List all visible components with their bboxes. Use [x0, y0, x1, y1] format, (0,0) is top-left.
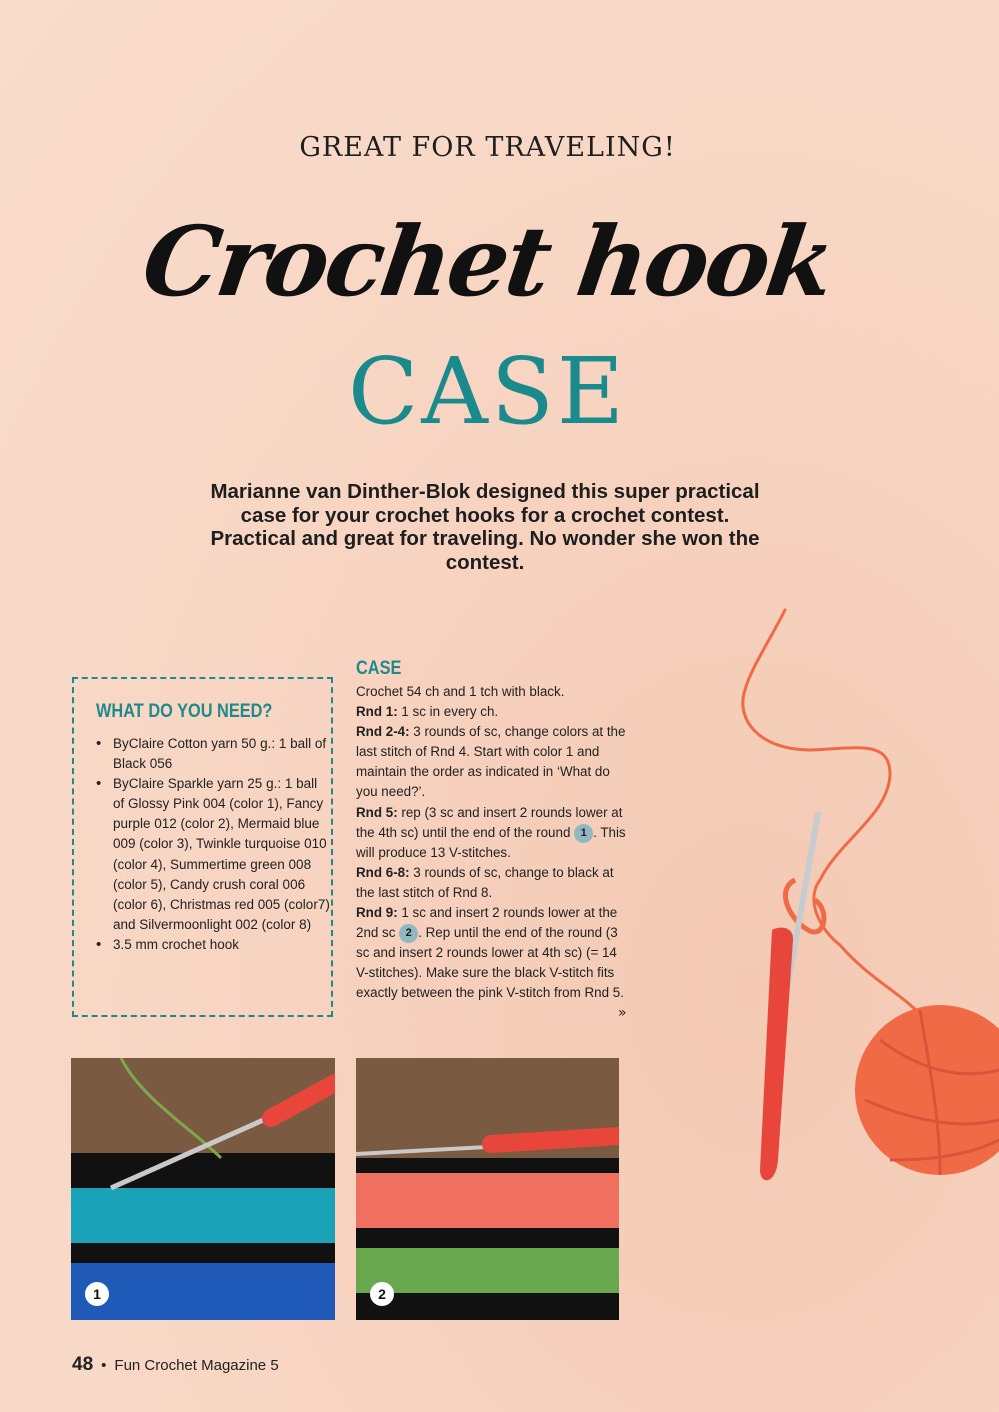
needs-item: • 3.5 mm crochet hook	[96, 935, 331, 955]
needs-heading: WHAT DO YOU NEED?	[96, 701, 273, 722]
step-photo-2	[356, 1058, 619, 1320]
crochet-hook-handle	[760, 928, 793, 1181]
page-number: 48	[72, 1354, 94, 1375]
case-heading: CASE	[356, 658, 402, 679]
step-photo-1	[71, 1058, 335, 1320]
footer-separator: •	[101, 1357, 107, 1374]
step-marker-2: 2	[399, 924, 418, 943]
case-instructions	[356, 682, 626, 1004]
intro-paragraph: Marianne van Dinther-Blok designed this super practical case for your crochet hooks for a crochet contest. Practical and great for traveling. No wonder she won the contest.	[210, 480, 760, 574]
rnd-label: Rnd 2-4:	[356, 724, 410, 740]
instruction-rnd-9: Rnd 9: 1 sc and insert 2 rounds lower at the 2nd sc 2 . Rep until the end of the round (3 sc and insert 2 rounds lower at 4th sc) (= 14 V-stitches). Make sure the black V-stitch fits exactly between the pink V-stitch from Rnd 5.	[356, 905, 624, 1001]
yarn-and-hook-illustration	[690, 600, 999, 1220]
photo-badge-2: 2	[370, 1282, 394, 1306]
instruction-rnd-6-8: Rnd 6-8: 3 rounds of sc, change to black at the last stitch of Rnd 8.	[356, 864, 614, 900]
photo-badge-1: 1	[85, 1282, 109, 1306]
yarn-strand	[743, 610, 925, 1020]
continue-arrow: »	[618, 1005, 627, 1021]
case-title: CASE	[347, 338, 627, 445]
page-kicker: GREAT FOR TRAVELING!	[299, 132, 676, 163]
instruction-rnd-5: Rnd 5: rep (3 sc and insert 2 rounds lower at the 4th sc) until the end of the round 1 . This will produce 13 V-stitches.	[356, 804, 626, 860]
rnd-label: Rnd 6-8:	[356, 864, 410, 880]
needs-list	[96, 734, 331, 955]
step-marker-1: 1	[574, 824, 593, 843]
page-footer	[72, 1354, 279, 1376]
rnd-label: Rnd 1:	[356, 704, 398, 720]
what-do-you-need-box	[72, 677, 333, 1017]
script-title: Crochet hook	[136, 205, 839, 318]
magazine-name: Fun Crochet Magazine 5	[114, 1357, 279, 1374]
rnd-label: Rnd 9:	[356, 905, 398, 921]
rnd-label: Rnd 5:	[356, 804, 398, 820]
needs-item: • ByClaire Sparkle yarn 25 g.: 1 ball of Glossy Pink 004 (color 1), Fancy purple 012 (color 2), Mermaid blue 009 (color 3), Twinkle turquoise 010 (color 4), Summertime green 008 (color 5), Candy crush coral 006 (color 6), Christmas red 005 (color7) and Silvermoonlight 002 (color 8)	[96, 774, 331, 935]
instruction-start: Crochet 54 ch and 1 tch with black.	[356, 684, 565, 699]
instruction-rnd-1: Rnd 1: 1 sc in every ch.	[356, 704, 499, 720]
needs-item: • ByClaire Cotton yarn 50 g.: 1 ball of Black 056	[96, 734, 331, 774]
instruction-rnd-2-4: Rnd 2-4: 3 rounds of sc, change colors at the last stitch of Rnd 4. Start with color 1 and maintain the order as indicated in ‘What do you need?’.	[356, 724, 626, 800]
